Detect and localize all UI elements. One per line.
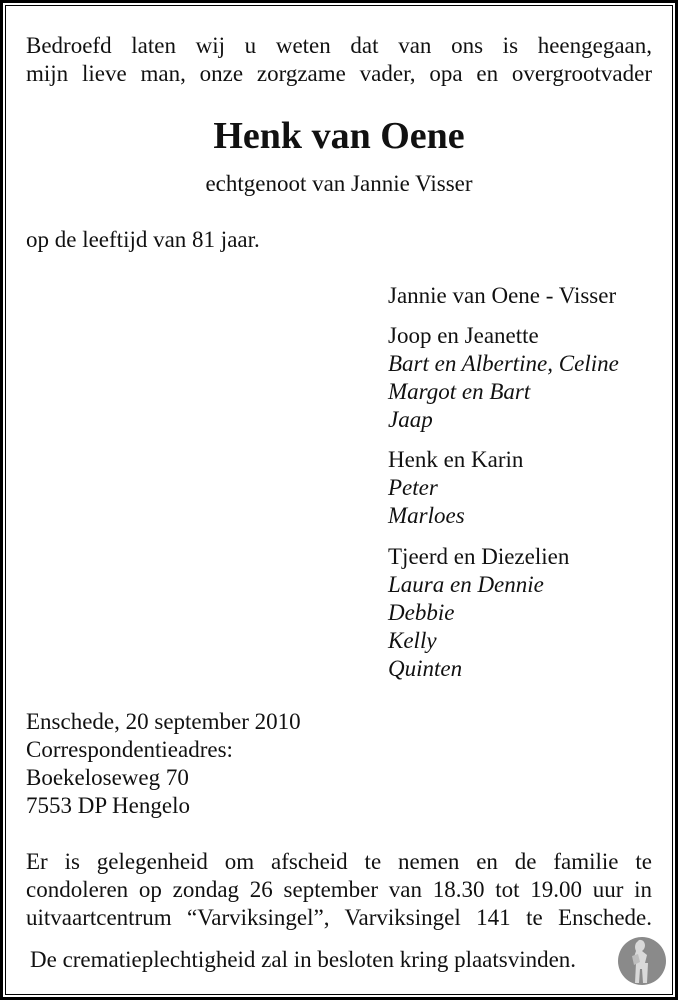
deceased-name: Henk van Oene — [213, 115, 465, 157]
family-child: Bart en Albertine, Celine — [388, 351, 619, 376]
place-date: Enschede, 20 september 2010 — [26, 709, 301, 734]
family-spouse: Jannie van Oene - Visser — [388, 283, 617, 308]
family-child: Peter — [388, 475, 438, 500]
closing-line: De crematieplechtigheid zal in besloten kring plaatsvinden. — [30, 947, 577, 972]
address-label: Correspondentieadres: — [26, 737, 233, 762]
intro-line-2: mijn lieve man, onze zorgzame vader, opa en overgrootvader — [26, 61, 652, 86]
age-line: op de leeftijd van 81 jaar. — [26, 227, 260, 252]
family-child: Jaap — [388, 407, 433, 432]
family-parents: Joop en Jeanette — [388, 323, 539, 348]
spouse-line: echtgenoot van Jannie Visser — [205, 171, 473, 196]
family-child: Kelly — [388, 628, 437, 653]
address-street: Boekeloseweg 70 — [26, 765, 189, 790]
condolence-line-3: uitvaartcentrum “Varviksingel”, Varviksingel 141 te Enschede. — [26, 905, 652, 930]
family-parents: Henk en Karin — [388, 447, 524, 472]
family-child: Debbie — [388, 600, 455, 625]
funeral-figure-logo-icon — [617, 936, 667, 986]
address-city: 7553 DP Hengelo — [26, 793, 190, 818]
intro-line-1: Bedroefd laten wij u weten dat van ons is heengegaan, — [26, 33, 652, 58]
family-child: Quinten — [388, 656, 463, 681]
family-child: Laura en Dennie — [388, 572, 544, 597]
family-parents: Tjeerd en Diezelien — [388, 544, 570, 569]
condolence-line-2: condoleren op zondag 26 september van 18.30 tot 19.00 uur in — [26, 877, 652, 902]
family-child: Marloes — [388, 503, 465, 528]
family-child: Margot en Bart — [388, 379, 531, 404]
condolence-line-1: Er is gelegenheid om afscheid te nemen en de familie te — [26, 849, 652, 874]
